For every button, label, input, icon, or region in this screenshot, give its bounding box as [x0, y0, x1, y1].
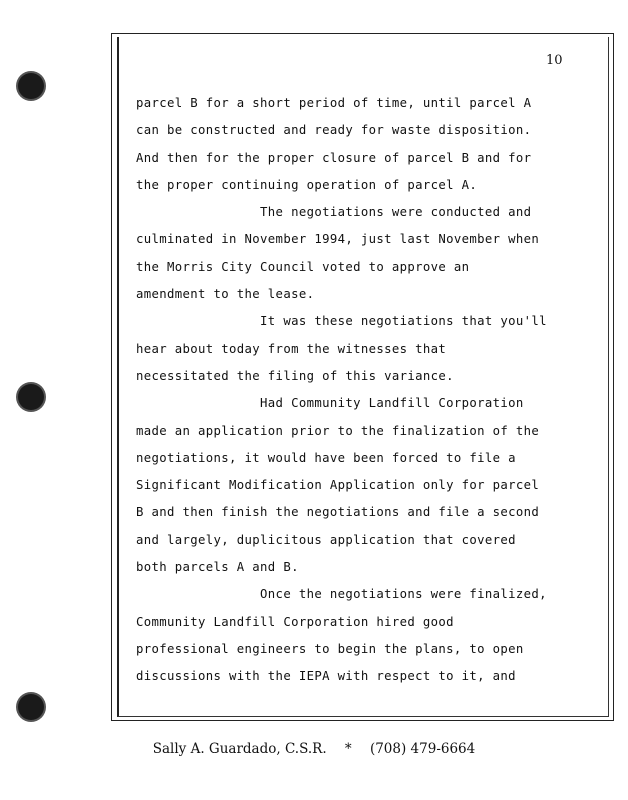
- binder-hole-top: [18, 73, 44, 99]
- transcript-line: The negotiations were conducted and: [136, 205, 532, 220]
- transcript-line: made an application prior to the finalization of the: [136, 423, 540, 438]
- binder-hole-middle: [18, 384, 44, 410]
- binder-hole-bottom: [18, 694, 44, 720]
- transcript-line: amendment to the lease.: [136, 287, 315, 302]
- page-footer: [0, 741, 628, 757]
- transcript-line: can be constructed and ready for waste disposition.: [136, 123, 532, 138]
- transcript-line: culminated in November 1994, just last November when: [136, 232, 540, 247]
- transcript-line: both parcels A and B.: [136, 560, 299, 575]
- reporter-phone: (708) 479-6664: [369, 741, 476, 757]
- page-number: 10: [546, 53, 563, 68]
- transcript-line: And then for the proper closure of parcel B and for: [136, 150, 532, 165]
- transcript-line: the proper continuing operation of parcel A.: [136, 177, 478, 192]
- transcript-line: B and then finish the negotiations and file a second: [136, 505, 540, 520]
- transcript-line: the Morris City Council voted to approve an: [136, 259, 470, 274]
- transcript-line: Significant Modification Application only for parcel: [136, 478, 540, 493]
- transcript-line: Once the negotiations were finalized,: [136, 587, 547, 602]
- transcript-line: Had Community Landfill Corporation: [136, 396, 524, 411]
- transcript-line: necessitated the filing of this variance.: [136, 368, 454, 383]
- transcript-body: [136, 92, 576, 693]
- transcript-line: discussions with the IEPA with respect to it, and: [136, 669, 516, 684]
- transcript-line: and largely, duplicitous application that covered: [136, 532, 516, 547]
- reporter-name: Sally A. Guardado, C.S.R.: [152, 741, 327, 757]
- transcript-line: parcel B for a short period of time, until parcel A: [136, 96, 532, 110]
- transcript-line: hear about today from the witnesses that: [136, 341, 447, 356]
- transcript-line: professional engineers to begin the plans, to open: [136, 641, 524, 656]
- transcript-line: Community Landfill Corporation hired good: [136, 614, 454, 629]
- transcript-line: negotiations, it would have been forced to file a: [136, 450, 516, 465]
- footer-separator: *: [344, 741, 352, 757]
- transcript-line: It was these negotiations that you'll: [136, 314, 547, 329]
